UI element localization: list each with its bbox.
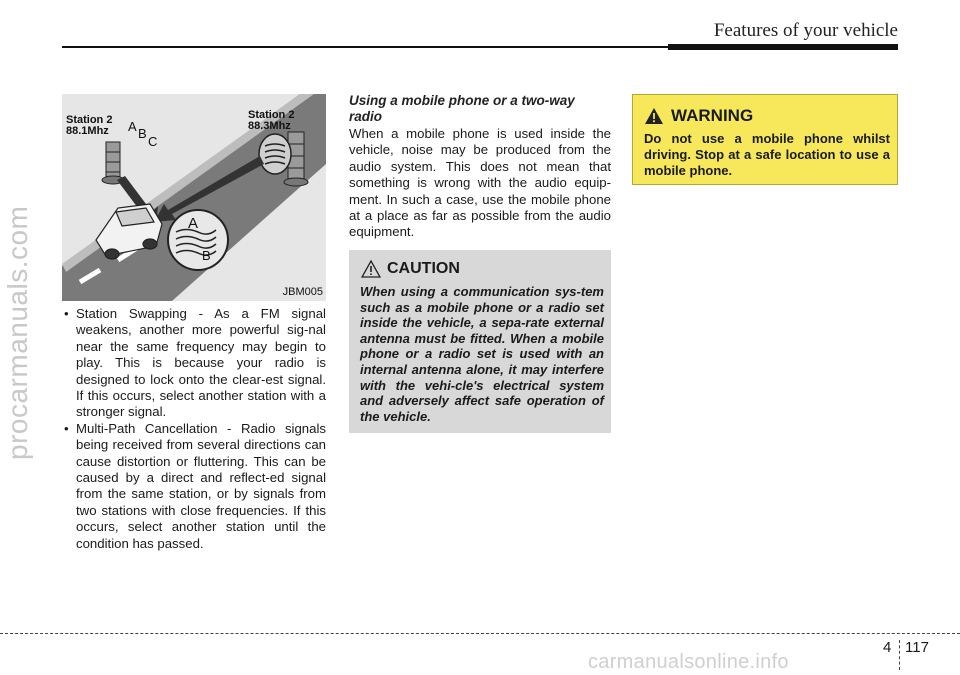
signal-letter-c-top: C bbox=[148, 134, 158, 149]
right-station-frequency: 88.3Mhz bbox=[248, 120, 291, 132]
caution-box bbox=[349, 250, 611, 433]
caution-header bbox=[361, 260, 460, 278]
warning-text: Do not use a mobile phone whilst driving. Stop at a safe location to use a mobile phone. bbox=[644, 131, 890, 178]
side-watermark: procarmanuals.com bbox=[2, 205, 33, 460]
warning-box bbox=[632, 94, 898, 185]
bottom-watermark: carmanualsonline.info bbox=[588, 651, 789, 673]
caution-text: When using a communication sys-tem such as a mobile phone or a radio set inside the vehicle, a sepa-rate external antenna must be fitted. When a mobile phone or a radio set is used with an internal antenna alone, it may interfere with the vehi-cle's electrical system and adversely affect safe operation of the vehicle. bbox=[360, 284, 604, 424]
header-rule bbox=[62, 46, 898, 48]
station-swap-illustration bbox=[62, 94, 326, 301]
signal-issues-list bbox=[62, 306, 326, 552]
section-title: Features of your vehicle bbox=[713, 20, 898, 41]
left-station-frequency: 88.1Mhz bbox=[66, 125, 109, 137]
warning-title: WARNING bbox=[671, 106, 754, 125]
right-station-name: Station 2 bbox=[248, 109, 295, 121]
list-item: • Station Swapping - As a FM signal weakens, another more powerful sig-nal near the same frequency may begin to play. This is because your radio is designed to lock onto the clear-est signal. If this occurs, select another station with a stronger signal. bbox=[62, 306, 326, 421]
chapter-number: 4 bbox=[883, 639, 892, 656]
footer-rule bbox=[0, 633, 960, 634]
signal-letter-b-top: B bbox=[138, 126, 147, 141]
right-signal-waves bbox=[259, 134, 291, 174]
signal-letter-a-top: A bbox=[128, 119, 137, 134]
warning-triangle-icon bbox=[644, 107, 664, 125]
page-number: 117 bbox=[905, 639, 929, 656]
caution-title: CAUTION bbox=[387, 260, 460, 277]
caution-triangle-icon bbox=[361, 260, 381, 278]
signal-letter-a-circle: A bbox=[188, 215, 199, 232]
signal-letter-b-circle: B bbox=[202, 248, 211, 263]
left-station-name: Station 2 bbox=[66, 114, 113, 126]
mobile-phone-paragraph: When a mobile phone is used inside the vehicle, noise may be produced from the audio system. This does not mean that something is wrong with the audio equip-ment. In such a case, use the mobile phone at a place as far as possible from the audio equipment. bbox=[349, 126, 611, 240]
list-item: • Multi-Path Cancellation - Radio signals being received from several directions can cause distortion or fluttering. This can be caused by a direct and reflect-ed signal from the same station, or by signals from two stations with close frequencies. If this occurs, select another station until the condition has passed. bbox=[62, 421, 326, 552]
warning-header bbox=[644, 106, 753, 126]
left-radio-tower bbox=[102, 142, 124, 184]
figure-code: JBM005 bbox=[282, 286, 323, 298]
mobile-phone-subtitle: Using a mobile phone or a two-way radio bbox=[349, 93, 575, 124]
page-number-divider bbox=[899, 640, 901, 670]
